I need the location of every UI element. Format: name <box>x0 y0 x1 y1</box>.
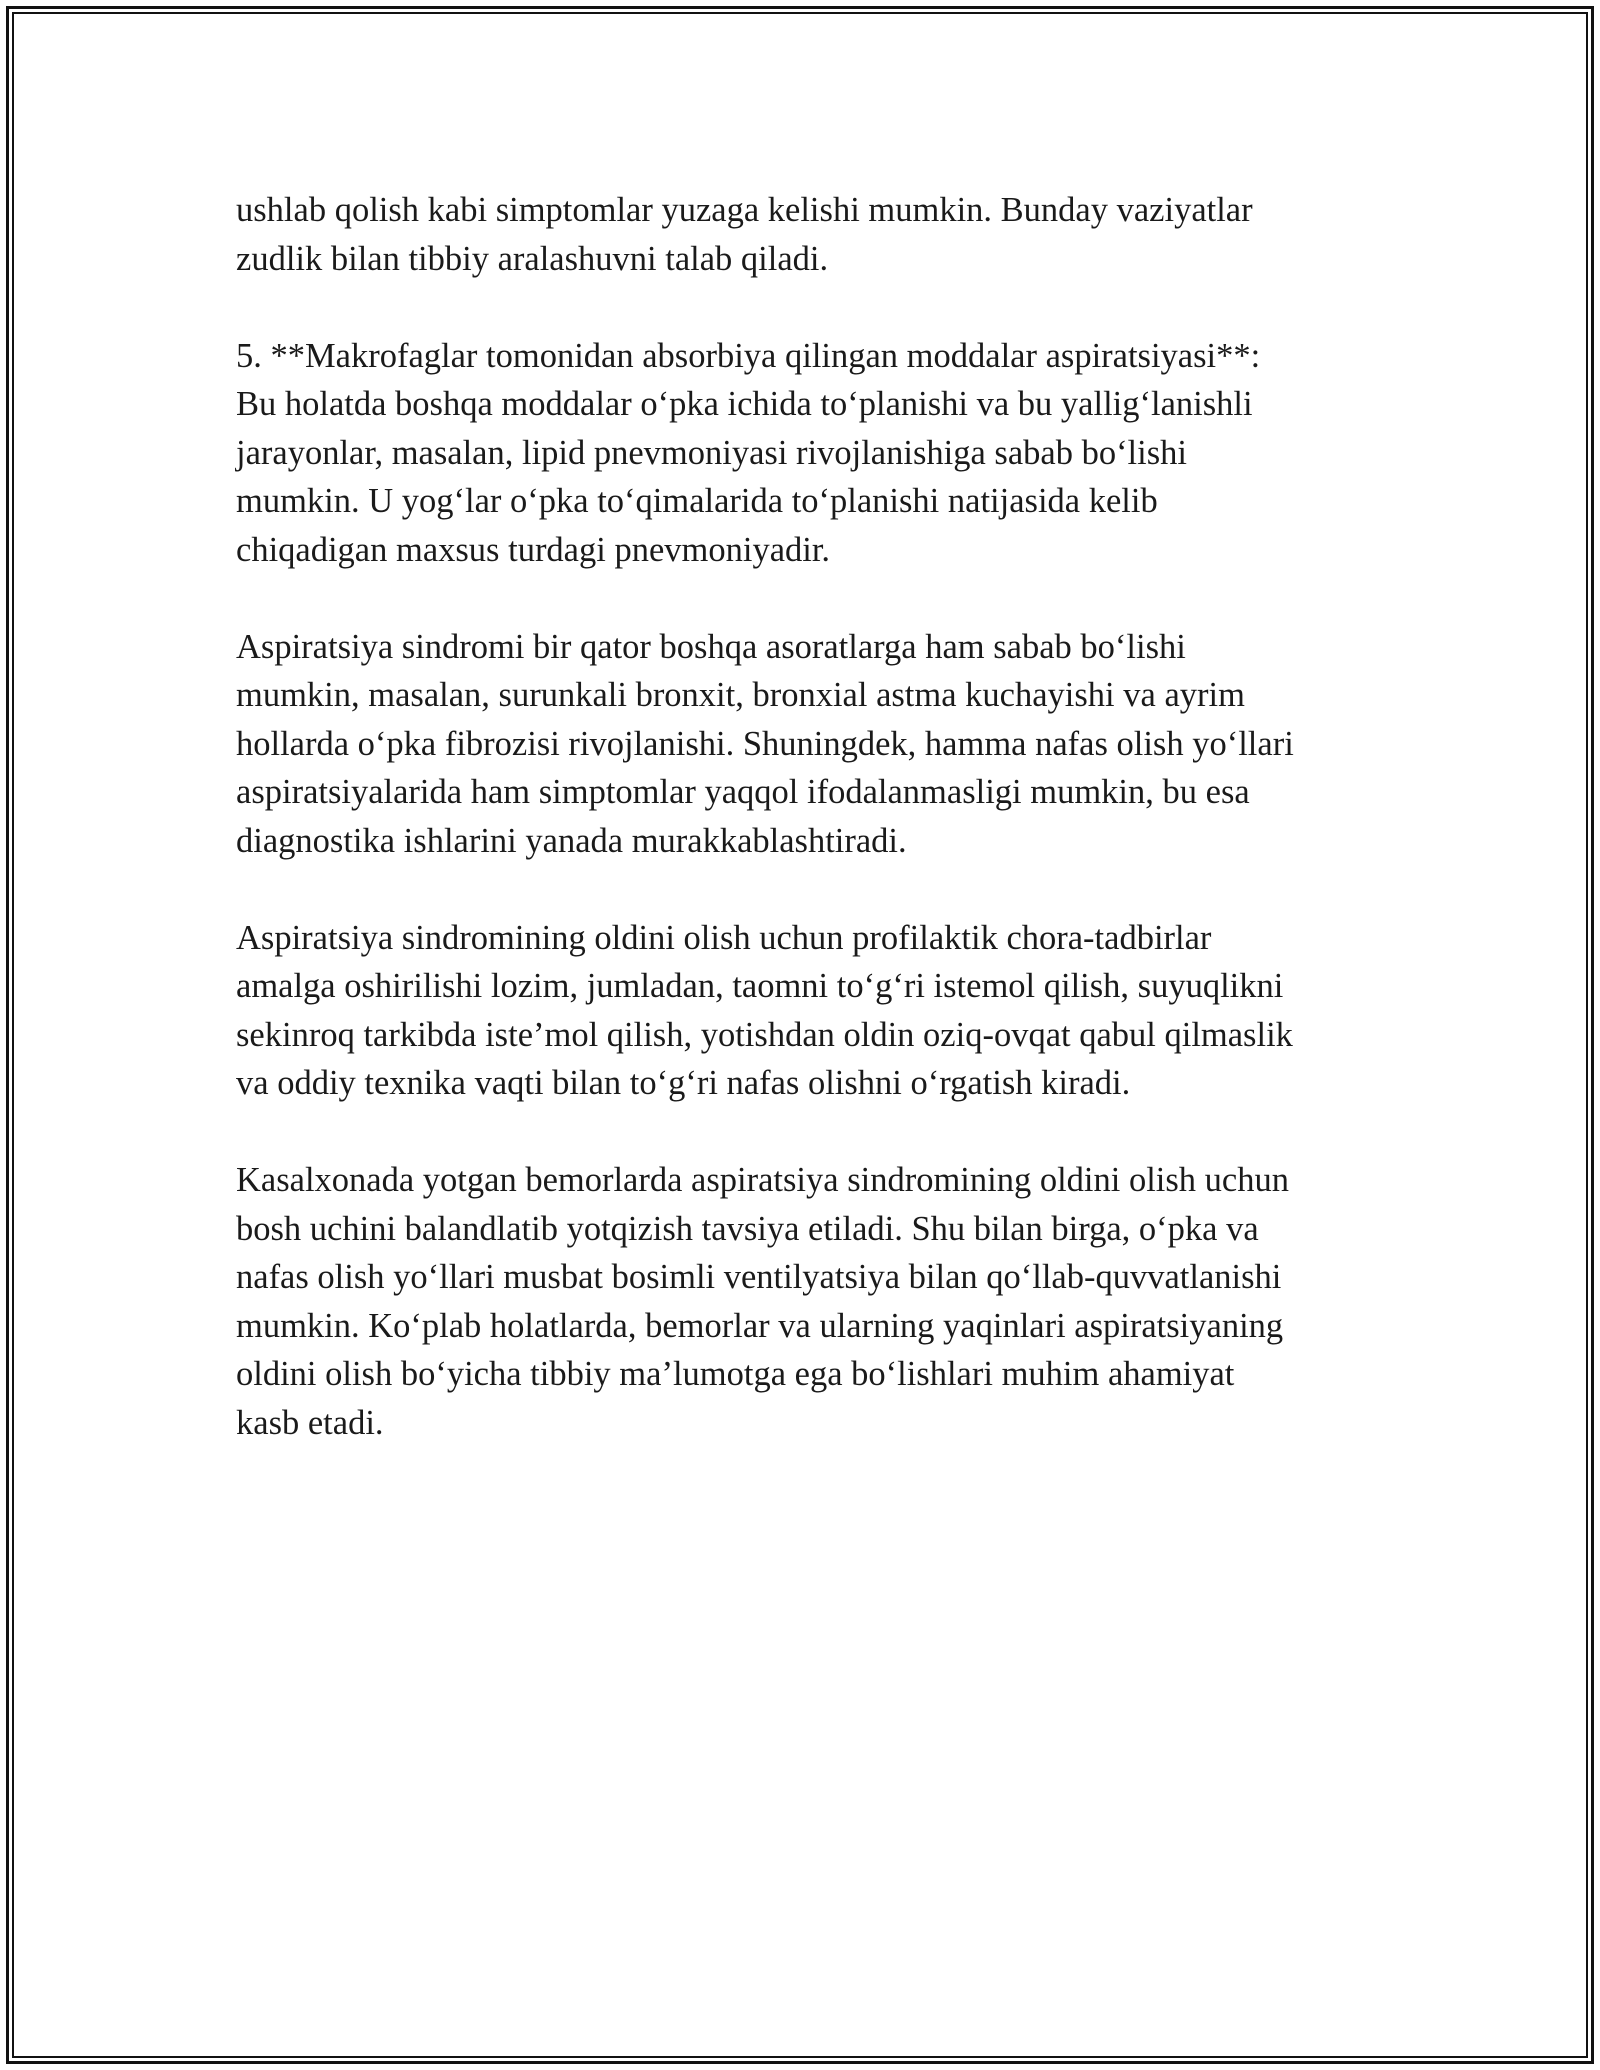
paragraph-symptoms-continuation: ushlab qolish kabi simptomlar yuzaga kelishi mumkin. Bunday vaziyatlar zudlik bilan tibbiy aralashuvni talab qiladi. <box>236 191 1253 278</box>
document-body <box>236 186 1396 1496</box>
paragraph-complications: Aspiratsiya sindromi bir qator boshqa asoratlarga ham sabab bo‘lishi mumkin, masalan, surunkali bronxit, bronxial astma kuchayishi va ayrim hollarda o‘pka fibrozisi rivojlanishi. Shuningdek, hamma nafas olish yo‘llari aspiratsiyalarida ham simptomlar yaqqol ifodalanmasligi mumkin, bu esa diagnostika ishlarini yanada murakkablashtiradi. <box>236 627 1294 860</box>
paragraph-hospital-care: Kasalxonada yotgan bemorlarda aspiratsiya sindromining oldini olish uchun bosh uchini balandlatib yotqizish tavsiya etiladi. Shu bilan birga, o‘pka va nafas olish yo‘llari musbat bosimli ventilyatsiya bilan qo‘llab-quvvatlanishi mumkin. Ko‘plab holatlarda, bemorlar va ularning yaqinlari aspiratsiyaning oldini olish bo‘yicha tibbiy ma’lumotga ega bo‘lishlari muhim ahamiyat kasb etadi. <box>236 1161 1289 1442</box>
paragraph-macrophage-aspiration: 5. **Makrofaglar tomonidan absorbiya qilingan moddalar aspiratsiyasi**: Bu holatda boshqa moddalar o‘pka ichida to‘planishi va bu yallig‘lanishli jarayonlar, masalan, lipid pnevmoniyasi rivojlanishiga sabab bo‘lishi mumkin. U yog‘lar o‘pka to‘qimalarida to‘planishi natijasida kelib chiqadigan maxsus turdagi pnevmoniyadir. <box>236 336 1261 569</box>
paragraph-prevention: Aspiratsiya sindromining oldini olish uchun profilaktik chora-tadbirlar amalga oshirilishi lozim, jumladan, taomni to‘g‘ri istemol qilish, suyuqlikni sekinroq tarkibda iste’mol qilish, yotishdan oldin oziq-ovqat qabul qilmaslik va oddiy texnika vaqti bilan to‘g‘ri nafas olishni o‘rgatish kiradi. <box>236 918 1293 1102</box>
